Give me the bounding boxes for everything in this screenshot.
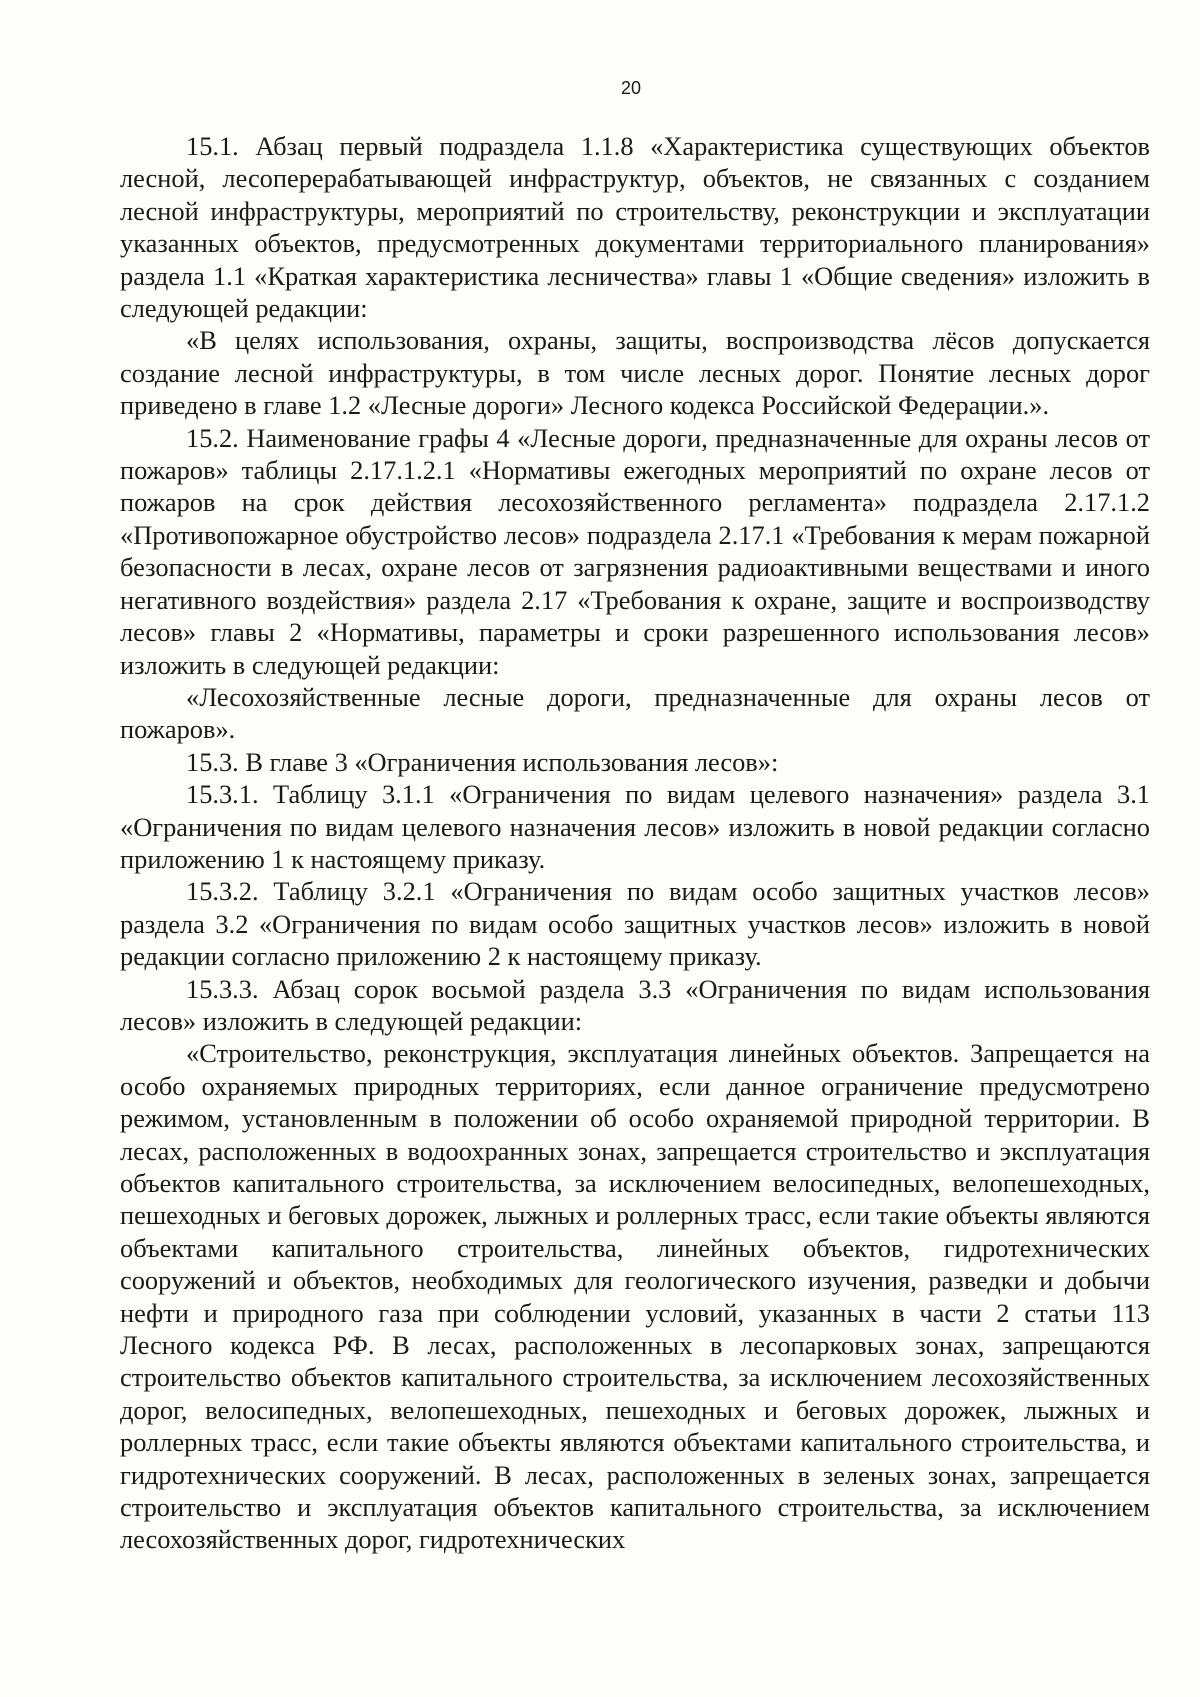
page-number: 20	[620, 78, 642, 98]
paragraph-15-2-quote: «Лесохозяйственные лесные дороги, предназначенные для охраны лесов от пожаров».	[120, 681, 1150, 745]
paragraph-15-3-3-quote: «Строительство, реконструкция, эксплуатация линейных объектов. Запрещается на особо охраняемых природных территориях, если данное ограничение предусмотрено режимом, установленным в положении об особо охраняемой природной территории. В лесах, расположенных в водоохранных зонах, запрещается строительство и эксплуатация объектов капитального строительства, за исключением велосипедных, велопешеходных, пешеходных и беговых дорожек, лыжных и роллерных трасс, если такие объекты являются объектами капитального строительства, линейных объектов, гидротехнических сооружений и объектов, необходимых для геологического изучения, разведки и добычи нефти и природного газа при соблюдении условий, указанных в части 2 статьи 113 Лесного кодекса РФ. В лесах, расположенных в лесопарковых зонах, запрещаются строительство объектов капитального строительства, за исключением лесохозяйственных дорог, велосипедных, велопешеходных, пешеходных и беговых дорожек, лыжных и роллерных трасс, если такие объекты являются объектами капитального строительства, и гидротехнических сооружений. В лесах, расположенных в зеленых зонах, запрещается строительство и эксплуатация объектов капитального строительства, за исключением лесохозяйственных дорог, гидротехнических	[120, 1038, 1150, 1555]
document-body	[120, 130, 1150, 1556]
paragraph-15-3-1: 15.3.1. Таблицу 3.1.1 «Ограничения по видам целевого назначения» раздела 3.1 «Ограничения по видам целевого назначения лесов» изложить в новой редакции согласно приложению 1 к настоящему приказу.	[120, 779, 1150, 874]
paragraph-15-3-3: 15.3.3. Абзац сорок восьмой раздела 3.3 «Ограничения по видам использования лесов» изложить в следующей редакции:	[120, 973, 1150, 1036]
paragraph-15-3-2: 15.3.2. Таблицу 3.2.1 «Ограничения по видам особо защитных участков лесов» раздела 3.2 «Ограничения по видам особо защитных участков лесов» изложить в новой редакции согласно приложению 2 к настоящему приказу.	[120, 876, 1150, 972]
paragraph-15-2: 15.2. Наименование графы 4 «Лесные дороги, предназначенные для охраны лесов от пожаров» таблицы 2.17.1.2.1 «Нормативы ежегодных мероприятий по охране лесов от пожаров на срок действия лесохозяйственного регламента» подраздела 2.17.1.2 «Противопожарное обустройство лесов» подраздела 2.17.1 «Требования к мерам пожарной безопасности в лесах, охране лесов от загрязнения радиоактивными веществами и иного негативного воздействия» раздела 2.17 «Требования к охране, защите и воспроизводству лесов» главы 2 «Нормативы, параметры и сроки разрешенного использования лесов» изложить в следующей редакции:	[120, 422, 1150, 680]
paragraph-15-1: 15.1. Абзац первый подраздела 1.1.8 «Характеристика существующих объектов лесной, лесоперерабатывающей инфраструктур, объектов, не связанных с созданием лесной инфраструктуры, мероприятий по строительству, реконструкции и эксплуатации указанных объектов, предусмотренных документами территориального планирования» раздела 1.1 «Краткая характеристика лесничества» главы 1 «Общие сведения» изложить в следующей редакции:	[120, 131, 1150, 324]
paragraph-15-1-quote: «В целях использования, охраны, защиты, воспроизводства лёсов допускается создание лесной инфраструктуры, в том числе лесных дорог. Понятие лесных дорог приведено в главе 1.2 «Лесные дороги» Лесного кодекса Российской Федерации.».	[120, 325, 1150, 421]
paragraph-15-3: 15.3. В главе 3 «Ограничения использования лесов»:	[186, 746, 779, 777]
